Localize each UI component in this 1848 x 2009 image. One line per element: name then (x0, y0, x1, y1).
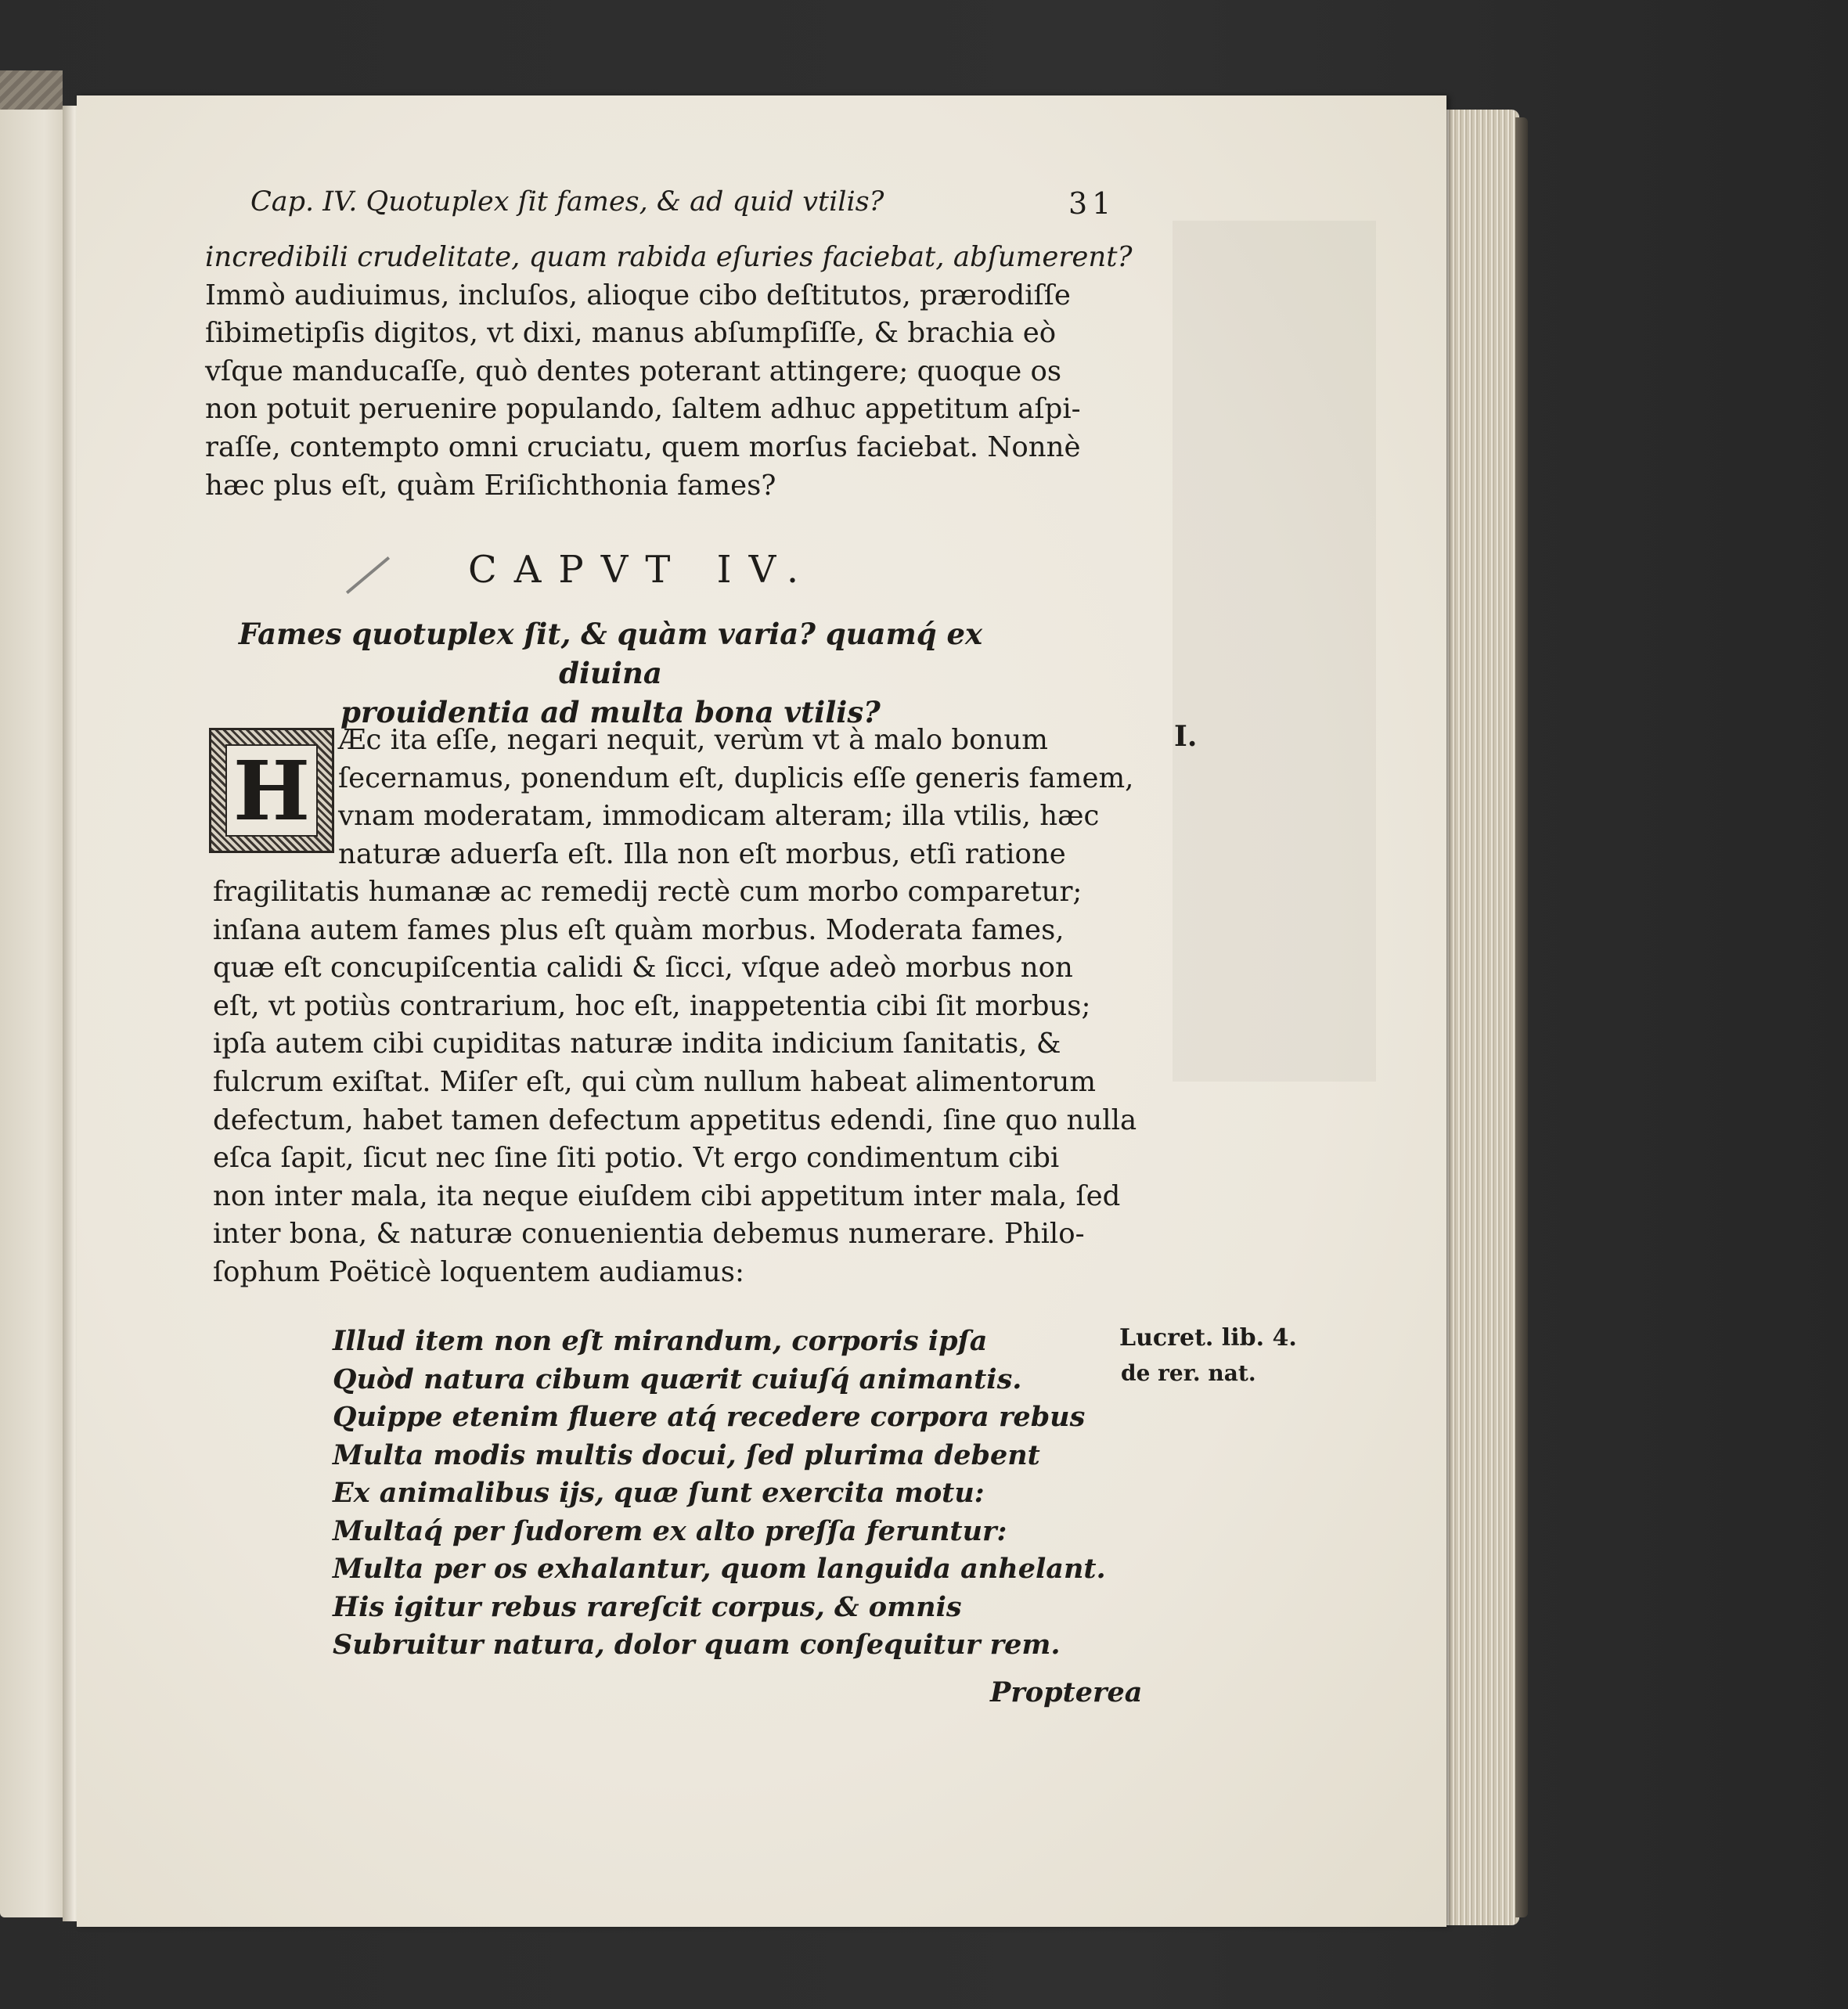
initial-letter: H (225, 744, 318, 837)
text-line: ipſa autem cibi cupiditas naturæ indita indicium ſanitatis, & (213, 1028, 1061, 1060)
text-line: ſibimetipſis digitos, vt dixi, manus abſumpſiſſe, & brachia eò (205, 317, 1057, 350)
catchword: Propterea (990, 1676, 1143, 1708)
show-through-text (1173, 221, 1376, 1082)
verse-line: Ex animalibus ijs, quæ ſunt exercita motu: (333, 1477, 985, 1509)
text-line: Æc ita eſſe, negari nequit, verùm vt à malo bonum (338, 724, 1048, 756)
text-line: hæc plus eſt, quàm Eriſichthonia fames? (205, 469, 776, 502)
text-line: quæ eſt concupiſcentia calidi & ſicci, vſque adeò morbus non (213, 952, 1073, 985)
verse-line: His igitur rebus rareſcit corpus, & omnis (333, 1590, 962, 1623)
text-line: non potuit peruenire populando, ſaltem adhuc appetitum aſpi- (205, 393, 1081, 426)
text-line: incredibili crudelitate, quam rabida eſuries faciebat, abſumerent? (205, 241, 1133, 273)
running-head: Cap. IV. Quotuplex ſit fames, & ad quid vtilis? (250, 186, 884, 218)
verse-line: Subruitur natura, dolor quam conſequitur rem. (333, 1629, 1061, 1661)
text-line: non inter mala, ita neque eiuſdem cibi appetitum inter mala, ſed (213, 1179, 1121, 1212)
text-line: fulcrum exiſtat. Miſer eſt, qui cùm nullum habeat alimentorum (213, 1065, 1097, 1098)
verse-line: Illud item non eſt mirandum, corporis ipſa (333, 1325, 988, 1357)
text-line: defectum, habet tamen defectum appetitus edendi, ſine quo nulla (213, 1104, 1137, 1136)
text-line: naturæ aduerſa eſt. Illa non eſt morbus, etſi ratione (338, 837, 1066, 870)
text-line: ſophum Poëticè loquentem audiamus: (213, 1255, 744, 1288)
text-line: inſana autem fames plus eſt quàm morbus. Moderata fames, (213, 913, 1064, 946)
subtitle-line: Fames quotuplex ſit, & quàm varia? quamq́ ex diuina (238, 617, 983, 690)
verse-quotation (333, 1323, 1106, 1665)
verse-line: Multa modis multis docui, ſed plurima debent (333, 1438, 1040, 1471)
text-line: Immò audiuimus, incluſos, alioque cibo deſtitutos, prærodiſſe (205, 279, 1071, 311)
text-line: vnam moderatam, immodicam alteram; illa vtilis, hæc (338, 800, 1100, 833)
chapter-heading: CAPVT IV. (468, 548, 816, 592)
page-number: 31 (1068, 186, 1116, 221)
intro-paragraph (205, 239, 1133, 505)
text-line: eſca ſapit, ſicut nec ſine ſiti potio. Vt ergo condimentum cibi (213, 1142, 1060, 1175)
verse-line: Quippe etenim fluere atq́ recedere corpora rebus (333, 1401, 1086, 1433)
chapter-subtitle (235, 614, 986, 732)
text-line: eſt, vt potiùs contrarium, hoc eſt, inappetentia cibi ſit morbus; (213, 989, 1091, 1022)
text-line: inter bona, & naturæ conuenientia debemus numerare. Philo- (213, 1218, 1085, 1251)
verse-line: Multaq́ per ſudorem ex alto preſſa feruntur: (333, 1514, 1007, 1547)
page-fore-edge (1445, 110, 1519, 1925)
body-paragraph (213, 873, 1137, 1292)
text-line: raſſe, contempto omni cruciatu, quem morſus faciebat. Nonnè (205, 430, 1081, 463)
margin-citation-line1: Lucret. lib. 4. (1119, 1324, 1297, 1352)
subtitle-line: prouidentia ad multa bona vtilis? (340, 695, 881, 729)
decorated-initial (209, 728, 334, 853)
text-line: ſecernamus, ponendum eſt, duplicis eſſe generis famem, (338, 761, 1134, 794)
verse-line: Quòd natura cibum quærit cuiuſq́ animantis. (333, 1363, 1022, 1395)
margin-citation-line2: de rer. nat. (1121, 1360, 1256, 1386)
verse-line: Multa per os exhalantur, quom languida anhelant. (333, 1553, 1106, 1585)
text-line: fragilitatis humanæ ac remedij rectè cum morbo comparetur; (213, 876, 1083, 908)
dropcap-paragraph (338, 722, 1133, 873)
text-line: vſque manducaſſe, quò dentes poterant attingere; quoque os (205, 355, 1062, 387)
margin-section-number: I. (1174, 720, 1198, 753)
cover-board-edge (1515, 117, 1528, 1917)
